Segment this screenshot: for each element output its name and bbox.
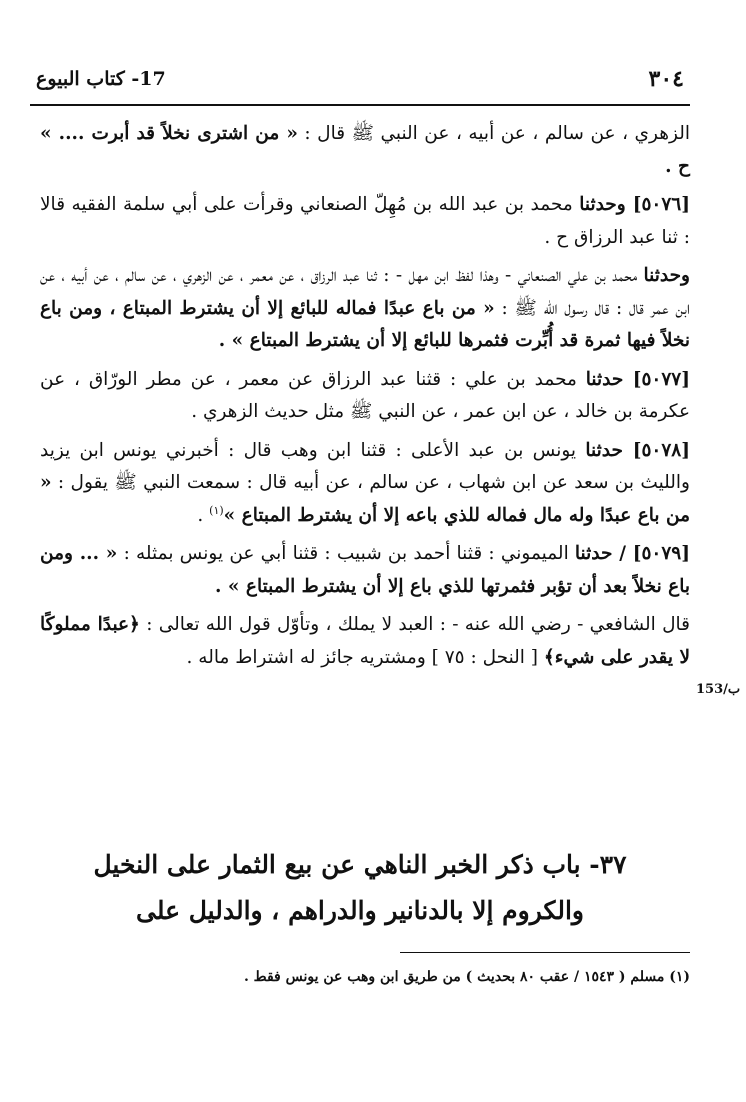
page-header: [30, 64, 690, 98]
chapter-heading: [60, 842, 660, 934]
paragraph-5079: [40, 538, 690, 603]
paragraph-text: محمد بن علي الصنعاني - وهذا لفظ ابن مهل - : ثنا عبد الرزاق ، عن معمر ، عن الزهري ، عن سالم ، عن أبيه ، عن ابن عمر قال : قال رسول الله ﷺ :: [40, 265, 690, 319]
footnote-rule: [400, 952, 690, 953]
paragraph-5077: [40, 364, 690, 429]
hadith-number: [٥٠٧٧] حدثنا: [585, 368, 690, 390]
hadith-number: [٥٠٧٩] / حدثنا: [574, 543, 690, 564]
hadith-quote: « من باع عبدًا فماله للبائع إلا أن يشترط المبتاع ، ومن باع نخلاً فيها ثمرة قد أُبِّرت فثمرها للبائع إلا أن يشترط المبتاع » .: [40, 297, 690, 351]
paragraph-text: محمد بن علي : قثنا عبد الرزاق عن معمر ، عن مطر الورّاق ، عن عكرمة بن خالد ، عن ابن عمر ، عن النبي ﷺ مثل حديث الزهري .: [40, 368, 690, 422]
footnote: (١) مسلم ( ١٥٤٣ / عقب ٨٠ بحديث ) من طريق ابن وهب عن يونس فقط .: [243, 969, 690, 985]
paragraph-text: يونس بن عبد الأعلى : قثنا ابن وهب قال : أخبرني يونس ابن يزيد والليث بن سعد عن ابن شهاب ، عن سالم ، عن أبيه قال : سمعت النبي ﷺ يقول :: [40, 439, 690, 493]
paragraph-5076: [40, 189, 690, 254]
hadith-quote: « ... ومن باع نخلاً بعد أن تؤبر فثمرتها للذي باع إلا أن يشترط المبتاع » .: [40, 543, 690, 597]
hadith-number: [٥٠٧٦] وحدثنا: [579, 194, 690, 215]
hadith-quote: « من باع عبدًا وله مال فماله للذي باعه إلا أن يشترط المبتاع »: [40, 472, 690, 526]
body-text: [40, 118, 690, 680]
manuscript-folio-note: 153/ب: [696, 682, 741, 697]
running-title: 17- كتاب البيوع: [36, 68, 166, 90]
quran-quote: ﴿عبدًا مملوكًا لا يقدر على شيء﴾: [40, 614, 690, 668]
paragraph-text: الزهري ، عن سالم ، عن أبيه ، عن النبي ﷺ قال :: [297, 123, 690, 144]
paragraph-shafii: [40, 609, 690, 674]
hadith-number: [٥٠٧٨] حدثنا: [585, 439, 690, 461]
paragraph-tail: [ النحل : ٧٥ ] ومشتريه جائز له اشتراط ماله .: [186, 646, 544, 668]
chapter-heading-line-1: ٣٧- باب ذكر الخبر الناهي عن بيع الثمار على النخيل: [93, 850, 627, 879]
paragraph-text: قال الشافعي - رضي الله عنه - : العبد لا يملك ، وتأوّل قول الله تعالى :: [139, 614, 690, 635]
chapter-heading-line-2: والكروم إلا بالدنانير والدراهم ، والدليل على: [136, 896, 584, 925]
paragraph-text: الميموني : قثنا أحمد بن شبيب : قثنا أبي عن يونس بمثله :: [117, 543, 575, 564]
paragraph-1: [40, 118, 690, 183]
header-rule: [30, 104, 690, 106]
footnote-marker: (١): [209, 503, 224, 517]
page-number: ٣٠٤: [648, 66, 684, 92]
paragraph-text: محمد بن عبد الله بن مُهِلّ الصنعاني وقرأت على أبي سلمة الفقيه قالا : ثنا عبد الرزاق ح .: [40, 194, 690, 248]
paragraph-tail: .: [197, 504, 210, 526]
paragraph-5078: [40, 435, 690, 533]
hadith-narration-word: وحدثنا: [643, 265, 690, 286]
paragraph-5076-second-chain: [40, 260, 690, 358]
hadith-quote: « من اشترى نخلاً قد أبرت .... » ح .: [40, 123, 690, 177]
